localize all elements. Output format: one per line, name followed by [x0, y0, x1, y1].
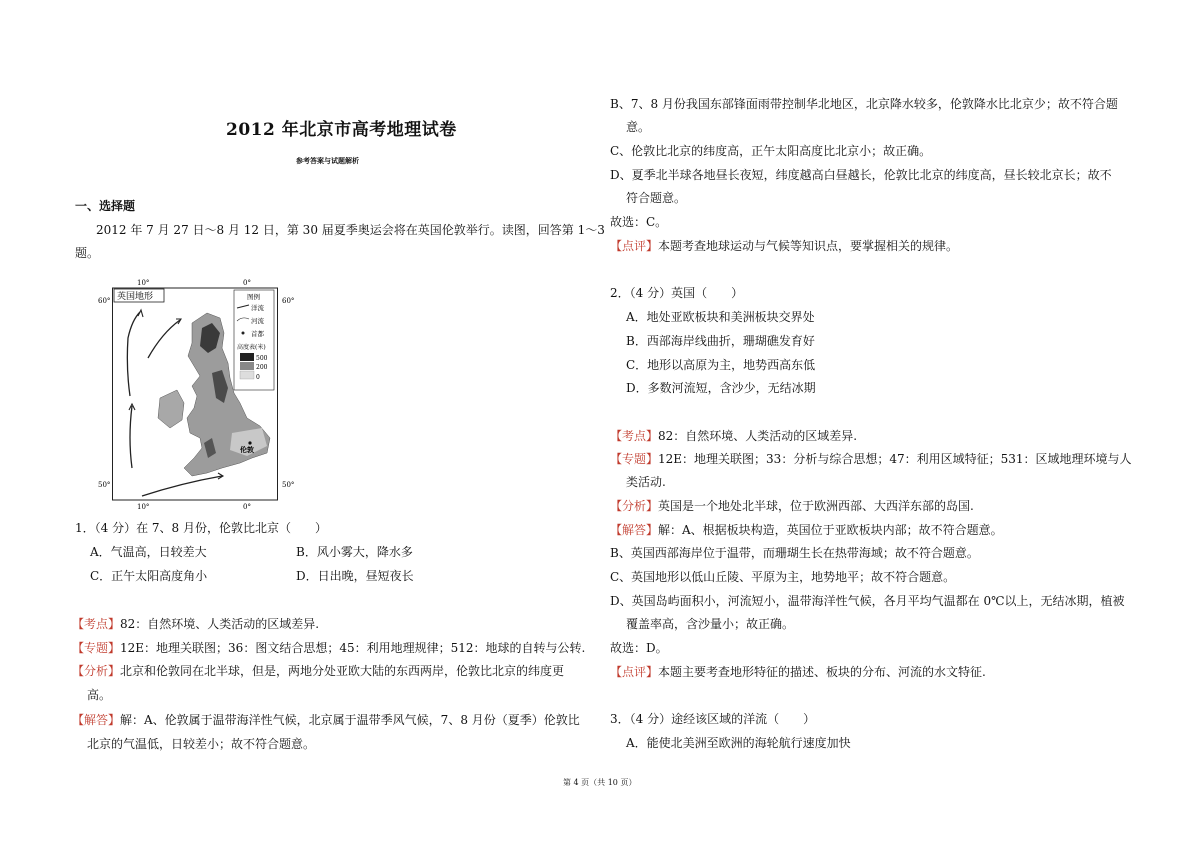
- q2-b: B、英国西部海岸位于温带，而珊瑚生长在热带海域；故不符合题意。: [610, 546, 979, 560]
- q1-jieda-tag: 【解答】: [72, 713, 121, 727]
- q1-fenxi-line-2: 高。: [87, 688, 112, 702]
- q2-kaodian-text: 82：自然环境、人类活动的区域差异.: [658, 429, 858, 443]
- q3-option-a: A．能使北美洲至欧洲的海轮航行速度加快: [626, 736, 851, 750]
- q2-option-a: A．地处亚欧板块和美洲板块交界处: [626, 310, 815, 324]
- q2-jieda-tag: 【解答】: [610, 523, 659, 537]
- q1-stem: 1．（4 分）在 7、8 月份，伦敦比北京（ ）: [75, 521, 327, 535]
- q1-option-d: D．日出晚，昼短夜长: [296, 569, 414, 583]
- q2-c: C、英国地形以低山丘陵、平原为主，地势地平；故不符合题意。: [610, 570, 956, 584]
- q1-jieda-line-2: 北京的气温低，日较差小；故不符合题意。: [87, 737, 316, 751]
- legend-river-label: 河流: [251, 317, 264, 325]
- legend-title: 图例: [247, 293, 260, 301]
- q1-b-line-2: 意。: [626, 120, 651, 134]
- q2-zhuanti-line-2: 类活动.: [626, 475, 666, 489]
- q2-kaodian-tag: 【考点】: [610, 429, 659, 443]
- q1-jieda-line-1: 解：A、伦敦属于温带海洋性气候，北京属于温带季风气候，7、8 月份（夏季）伦敦比: [120, 713, 580, 727]
- q2-fenxi-text: 英国是一个地处北半球，位于欧洲西部、大西洋东部的岛国.: [658, 499, 974, 513]
- lon-label-top-right: 0°: [243, 279, 251, 287]
- q2-dianping-tag: 【点评】: [610, 665, 659, 679]
- q1-dianping: [610, 238, 958, 254]
- uk-terrain-map: [98, 278, 295, 511]
- q2-answer: 故选：D。: [610, 641, 668, 655]
- q2-d-line-2: 覆盖率高，含沙量小；故正确。: [626, 617, 795, 631]
- london-label: 伦敦: [240, 445, 254, 454]
- legend-capital-label: 首都: [251, 330, 264, 338]
- q2-zhuanti: [610, 451, 1132, 467]
- q1-option-b: B．风小雾大，降水多: [296, 545, 413, 559]
- elevation-value-low: 0: [256, 374, 260, 381]
- elevation-swatch-high: [240, 353, 254, 361]
- q2-option-c: C．地形以高原为主，地势西高东低: [626, 358, 816, 372]
- q2-option-d: D．多数河流短，含沙少，无结冰期: [626, 381, 816, 395]
- q1-c: C、伦敦比北京的纬度高，正午太阳高度比北京小；故正确。: [610, 144, 932, 158]
- section-heading: 一、选择题: [75, 199, 136, 213]
- elevation-title: 高度表(米): [237, 344, 266, 351]
- q1-kaodian-text: 82：自然环境、人类活动的区域差异.: [120, 617, 320, 631]
- legend-current-label: 洋流: [251, 304, 264, 312]
- legend-capital-symbol: [242, 332, 245, 335]
- elevation-value-mid: 200: [256, 364, 268, 371]
- elevation-value-high: 500: [256, 355, 268, 362]
- q2-kaodian: [610, 428, 857, 444]
- q1-dianping-text: 本题考查地球运动与气候等知识点，要掌握相关的规律。: [658, 239, 959, 253]
- q3-stem: 3．（4 分）途经该区域的洋流（ ）: [610, 712, 816, 726]
- intro-line-1: 2012 年 7 月 27 日～8 月 12 日，第 30 届夏季奥运会将在英国伦敦举行。读图，回答第 1～3: [96, 223, 605, 237]
- q1-fenxi: [72, 663, 564, 679]
- map-title: 英国地形: [117, 292, 154, 302]
- q1-option-c: C．正午太阳高度角小: [90, 569, 208, 583]
- q1-d-line-1: D、夏季北半球各地昼长夜短，纬度越高白昼越长，伦敦比北京的纬度高，昼长较北京长；故不: [610, 168, 1112, 182]
- q1-zhuanti-text: 12E：地理关联图；36：图文结合思想；45：利用地理规律；512：地球的自转与公转.: [120, 641, 586, 655]
- q1-fenxi-tag: 【分析】: [72, 664, 121, 678]
- lon-label-bottom-right: 0°: [243, 503, 251, 511]
- lon-label-top-left: 10°: [137, 279, 150, 287]
- q2-d-line-1: D、英国岛屿面积小，河流短小，温带海洋性气候，各月平均气温都在 0℃以上，无结冰期，植被: [610, 594, 1125, 608]
- q2-fenxi-tag: 【分析】: [610, 499, 659, 513]
- q1-b-line-1: B、7、8 月份我国东部锋面雨带控制华北地区，北京降水较多，伦敦降水比北京少；故不符合题: [610, 97, 1118, 111]
- lat-label-bottom-right: 50°: [282, 481, 295, 489]
- lat-label-bottom-left: 50°: [98, 481, 111, 489]
- q1-zhuanti-tag: 【专题】: [72, 641, 121, 655]
- q2-dianping-text: 本题主要考查地形特征的描述、板块的分布、河流的水文特征.: [658, 665, 986, 679]
- q2-stem: 2．（4 分）英国（ ）: [610, 286, 744, 300]
- q1-answer: 故选：C。: [610, 215, 668, 229]
- elevation-swatch-mid: [240, 362, 254, 370]
- q2-fenxi: [610, 498, 974, 514]
- lat-label-top-left: 60°: [98, 297, 111, 305]
- page-subtitle: 参考答案与试题解析: [296, 156, 359, 165]
- page-title: 2012 年北京市高考地理试卷: [226, 120, 457, 140]
- q1-option-a: A．气温高，日较差大: [90, 545, 207, 559]
- q1-jieda: [72, 712, 580, 728]
- q1-kaodian: [72, 616, 319, 632]
- page-footer: 第 4 页（共 10 页）: [563, 778, 637, 787]
- q2-option-b: B．西部海岸线曲折，珊瑚礁发育好: [626, 334, 815, 348]
- q2-jieda: [610, 522, 1003, 538]
- q2-dianping: [610, 664, 986, 680]
- q1-dianping-tag: 【点评】: [610, 239, 659, 253]
- q2-jieda-text: 解：A、根据板块构造，英国位于亚欧板块内部；故不符合题意。: [658, 523, 1003, 537]
- lat-label-top-right: 60°: [282, 297, 295, 305]
- intro-line-2: 题。: [75, 246, 100, 260]
- elevation-swatch-low: [240, 371, 254, 379]
- q1-zhuanti: [72, 640, 585, 656]
- q1-fenxi-line-1: 北京和伦敦同在北半球，但是，两地分处亚欧大陆的东西两岸，伦敦比北京的纬度更: [120, 664, 565, 678]
- lon-label-bottom-left: 10°: [137, 503, 150, 511]
- q1-d-line-2: 符合题意。: [626, 191, 687, 205]
- q1-kaodian-tag: 【考点】: [72, 617, 121, 631]
- q2-zhuanti-tag: 【专题】: [610, 452, 659, 466]
- q2-zhuanti-line-1: 12E：地理关联图；33：分析与综合思想；47：利用区域特征；531：区域地理环境与人: [658, 452, 1132, 466]
